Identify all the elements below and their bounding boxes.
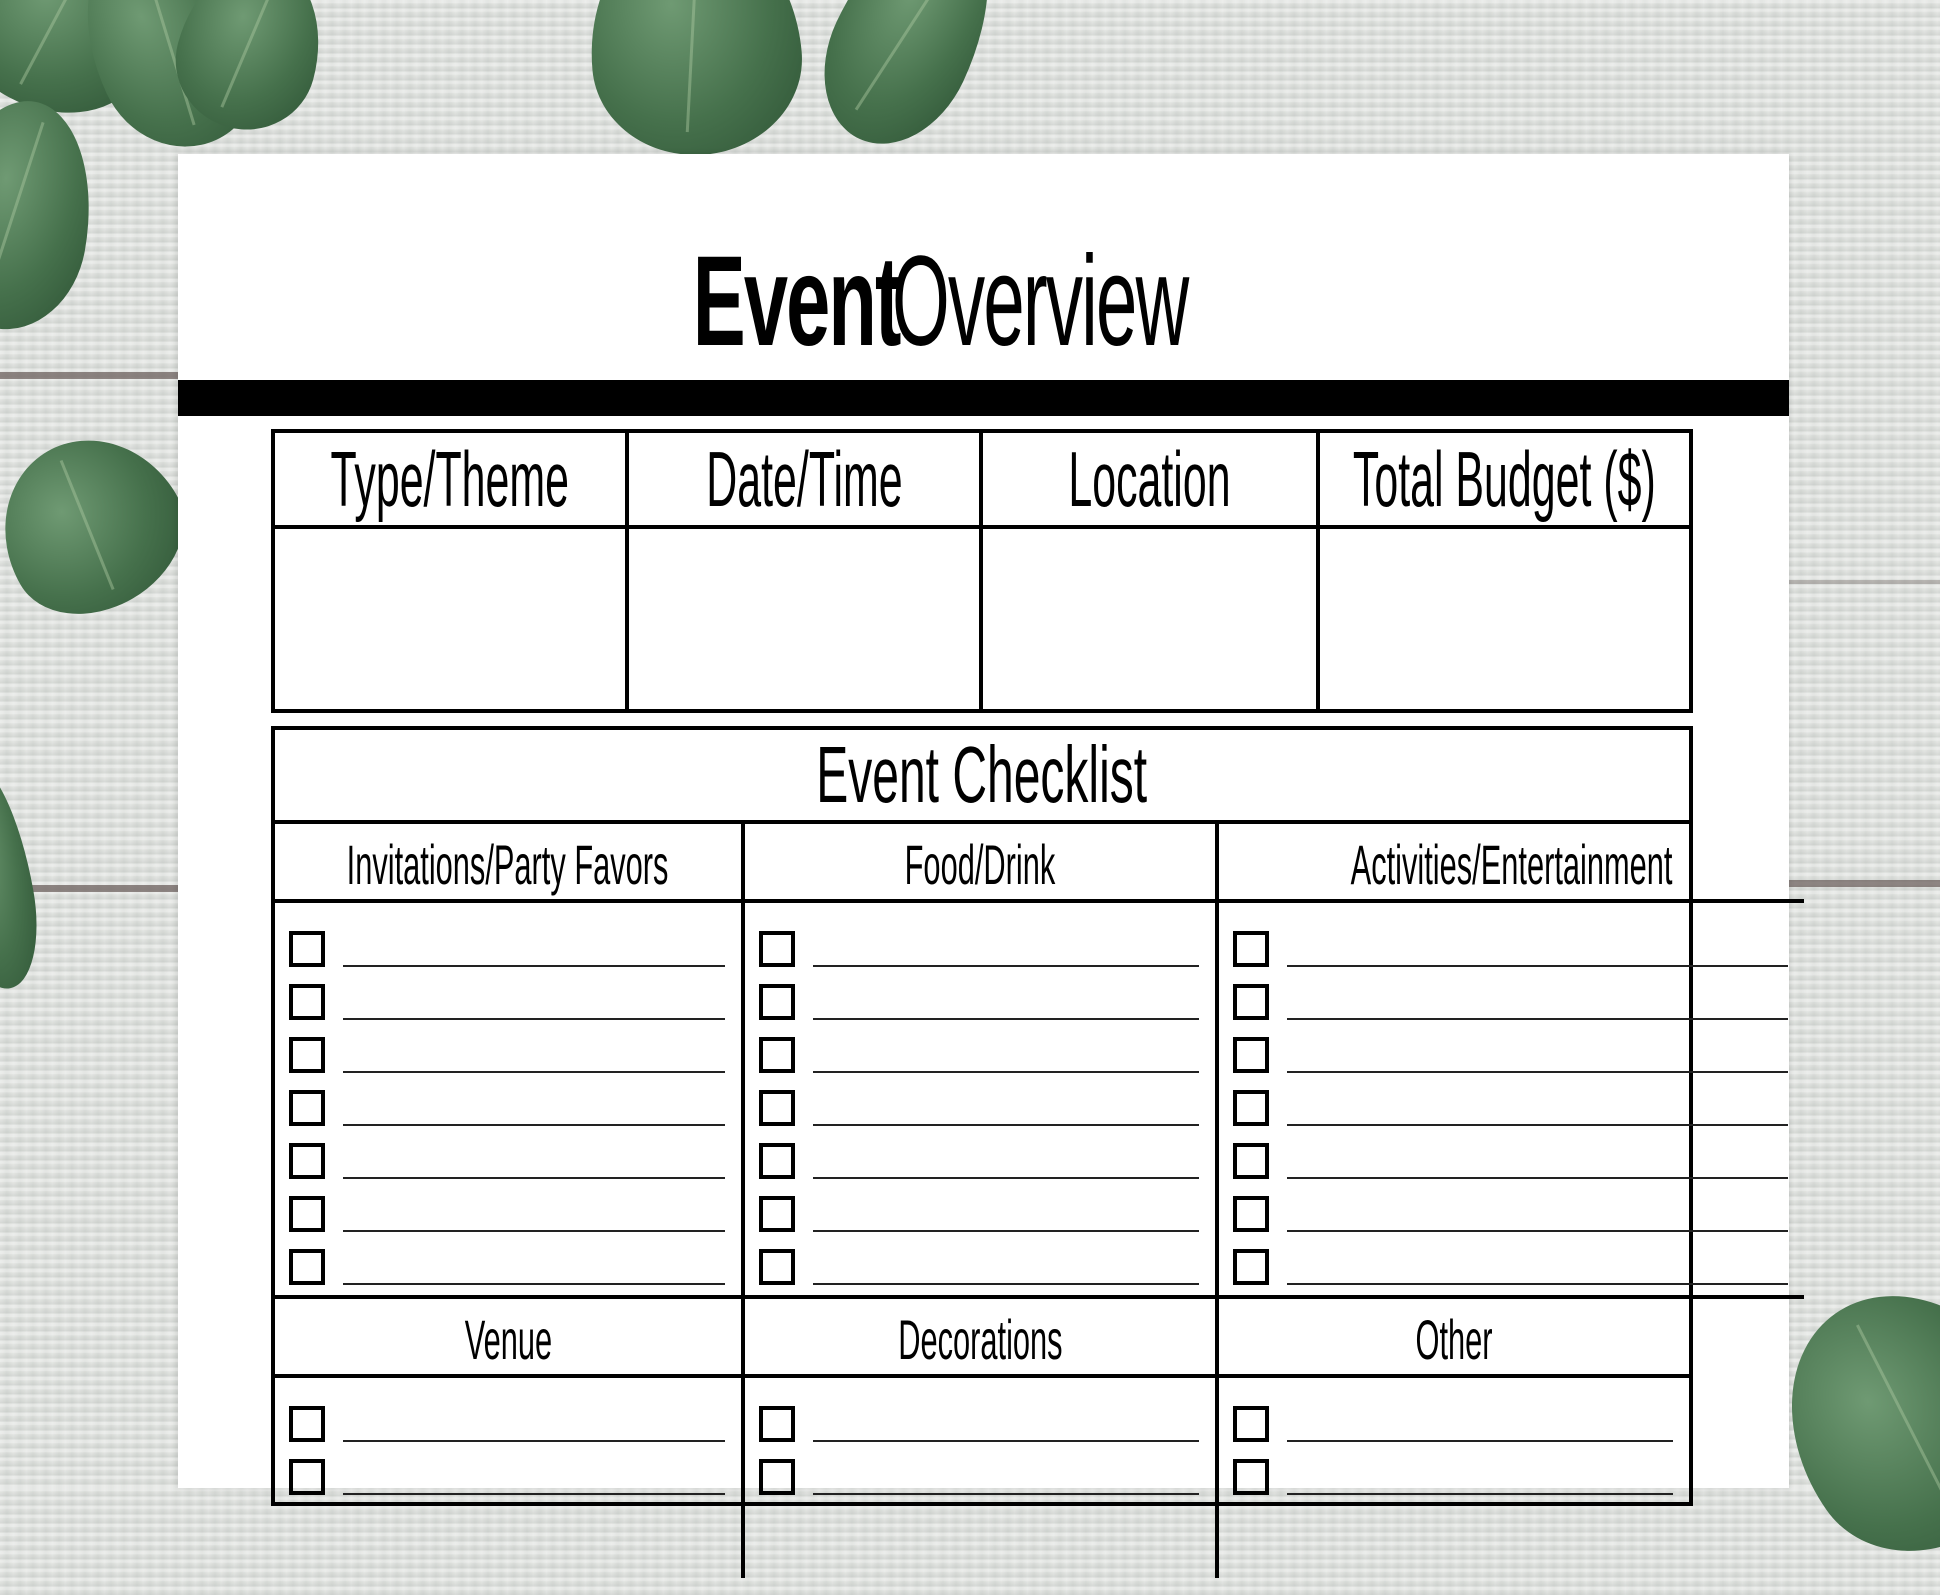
write-in-line[interactable] <box>343 1283 725 1285</box>
write-in-line[interactable] <box>813 1018 1199 1020</box>
section-header: Venue <box>275 1299 741 1378</box>
checkbox-icon[interactable] <box>759 1249 795 1285</box>
write-in-line[interactable] <box>343 1177 725 1179</box>
checkbox-icon[interactable] <box>289 1249 325 1285</box>
checkbox-icon[interactable] <box>289 1459 325 1495</box>
checkbox-icon[interactable] <box>1233 984 1269 1020</box>
checklist-item <box>275 1182 741 1235</box>
checklist-item <box>745 1392 1215 1445</box>
eucalyptus-leaf-icon <box>0 89 109 342</box>
checkbox-icon[interactable] <box>1233 931 1269 967</box>
checkbox-icon[interactable] <box>759 1406 795 1442</box>
section-other <box>1219 1299 1689 1578</box>
total-budget-entry-field[interactable] <box>1320 529 1689 709</box>
write-in-line[interactable] <box>343 1440 725 1442</box>
eucalyptus-leaf-icon <box>0 755 49 995</box>
checklist-item <box>1219 1129 1804 1182</box>
checklist-item <box>275 970 741 1023</box>
checklist-item <box>275 1445 741 1498</box>
checklist-item <box>745 1076 1215 1129</box>
write-in-line[interactable] <box>813 1283 1199 1285</box>
section-venue <box>275 1299 745 1578</box>
checklist-item <box>1219 917 1804 970</box>
checklist-item <box>1219 970 1804 1023</box>
checklist-item <box>745 970 1215 1023</box>
checkbox-icon[interactable] <box>759 1196 795 1232</box>
checkbox-icon[interactable] <box>1233 1143 1269 1179</box>
event-overview-table <box>271 429 1693 713</box>
checklist-items <box>1219 903 1804 1299</box>
wood-plank-seam <box>0 372 180 379</box>
section-header: Activities/Entertainment <box>1219 824 1804 903</box>
checkbox-icon[interactable] <box>1233 1406 1269 1442</box>
checklist-top-row <box>275 824 1689 1299</box>
overview-header-total-budget: Total Budget ($) <box>1320 433 1689 529</box>
checkbox-icon[interactable] <box>289 1037 325 1073</box>
section-food-drink <box>745 824 1219 1299</box>
event-checklist <box>271 726 1693 1506</box>
checklist-item <box>275 1023 741 1076</box>
write-in-line[interactable] <box>1287 1071 1788 1073</box>
write-in-line[interactable] <box>813 1177 1199 1179</box>
eucalyptus-leaf-icon <box>580 0 810 164</box>
checkbox-icon[interactable] <box>289 984 325 1020</box>
checkbox-icon[interactable] <box>289 1406 325 1442</box>
write-in-line[interactable] <box>1287 1230 1788 1232</box>
checkbox-icon[interactable] <box>759 1459 795 1495</box>
checklist-item <box>745 917 1215 970</box>
eucalyptus-leaf-icon <box>796 0 1024 168</box>
write-in-line[interactable] <box>1287 1124 1788 1126</box>
checkbox-icon[interactable] <box>759 984 795 1020</box>
checklist-item <box>745 1129 1215 1182</box>
overview-header-location: Location <box>983 433 1320 529</box>
write-in-line[interactable] <box>813 1493 1199 1495</box>
write-in-line[interactable] <box>1287 1440 1673 1442</box>
checklist-item <box>1219 1392 1689 1445</box>
write-in-line[interactable] <box>343 1493 725 1495</box>
checkbox-icon[interactable] <box>759 1037 795 1073</box>
checkbox-icon[interactable] <box>759 1143 795 1179</box>
section-header: Food/Drink <box>745 824 1215 903</box>
checklist-item <box>1219 1182 1804 1235</box>
page-title <box>178 230 1789 373</box>
checklist-items <box>745 1378 1215 1578</box>
checklist-item <box>1219 1023 1804 1076</box>
write-in-line[interactable] <box>1287 1283 1788 1285</box>
type-theme-entry-field[interactable] <box>275 529 629 709</box>
checklist-item <box>275 1235 741 1288</box>
checkbox-icon[interactable] <box>289 931 325 967</box>
checkbox-icon[interactable] <box>289 1143 325 1179</box>
checklist-item <box>275 1392 741 1445</box>
checklist-item <box>275 1076 741 1129</box>
date-time-entry-field[interactable] <box>629 529 983 709</box>
checklist-items <box>745 903 1215 1299</box>
checklist-item <box>745 1182 1215 1235</box>
overview-header-type-theme: Type/Theme <box>275 433 629 529</box>
checklist-items <box>275 903 741 1299</box>
write-in-line[interactable] <box>343 965 725 967</box>
section-header: Invitations/Party Favors <box>275 824 741 903</box>
section-invitations <box>275 824 745 1299</box>
checkbox-icon[interactable] <box>289 1196 325 1232</box>
write-in-line[interactable] <box>813 965 1199 967</box>
write-in-line[interactable] <box>1287 1493 1673 1495</box>
write-in-line[interactable] <box>813 1071 1199 1073</box>
checklist-item <box>275 1129 741 1182</box>
checkbox-icon[interactable] <box>1233 1037 1269 1073</box>
write-in-line[interactable] <box>343 1230 725 1232</box>
write-in-line[interactable] <box>1287 965 1788 967</box>
write-in-line[interactable] <box>343 1018 725 1020</box>
title-word-event: Event <box>692 230 900 373</box>
wood-plank-seam <box>1789 880 1940 887</box>
write-in-line[interactable] <box>813 1124 1199 1126</box>
checklist-item <box>1219 1076 1804 1129</box>
write-in-line[interactable] <box>813 1440 1199 1442</box>
checkbox-icon[interactable] <box>1233 1249 1269 1285</box>
checkbox-icon[interactable] <box>1233 1090 1269 1126</box>
checklist-item <box>275 917 741 970</box>
checkbox-icon[interactable] <box>1233 1459 1269 1495</box>
checklist-item <box>745 1445 1215 1498</box>
location-entry-field[interactable] <box>983 529 1320 709</box>
checkbox-icon[interactable] <box>759 1090 795 1126</box>
checklist-item <box>1219 1445 1689 1498</box>
checkbox-icon[interactable] <box>759 931 795 967</box>
section-header: Other <box>1219 1299 1689 1378</box>
checkbox-icon[interactable] <box>1233 1196 1269 1232</box>
checklist-items <box>275 1378 741 1578</box>
section-header: Decorations <box>745 1299 1215 1378</box>
checklist-item <box>1219 1235 1804 1288</box>
write-in-line[interactable] <box>1287 1177 1788 1179</box>
title-divider-bar <box>178 380 1789 416</box>
checkbox-icon[interactable] <box>289 1090 325 1126</box>
checklist-item <box>745 1235 1215 1288</box>
wood-plank-seam <box>1789 580 1940 584</box>
checklist-title: Event Checklist <box>275 730 1689 824</box>
planner-sheet <box>178 154 1789 1488</box>
title-word-overview: Overview <box>891 230 1188 373</box>
write-in-line[interactable] <box>1287 1018 1788 1020</box>
section-decorations <box>745 1299 1219 1578</box>
checklist-items <box>1219 1378 1689 1578</box>
overview-header-date-time: Date/Time <box>629 433 983 529</box>
checklist-bottom-row <box>275 1299 1689 1578</box>
checklist-item <box>745 1023 1215 1076</box>
write-in-line[interactable] <box>813 1230 1199 1232</box>
write-in-line[interactable] <box>343 1071 725 1073</box>
section-activities <box>1219 824 1804 1299</box>
write-in-line[interactable] <box>343 1124 725 1126</box>
